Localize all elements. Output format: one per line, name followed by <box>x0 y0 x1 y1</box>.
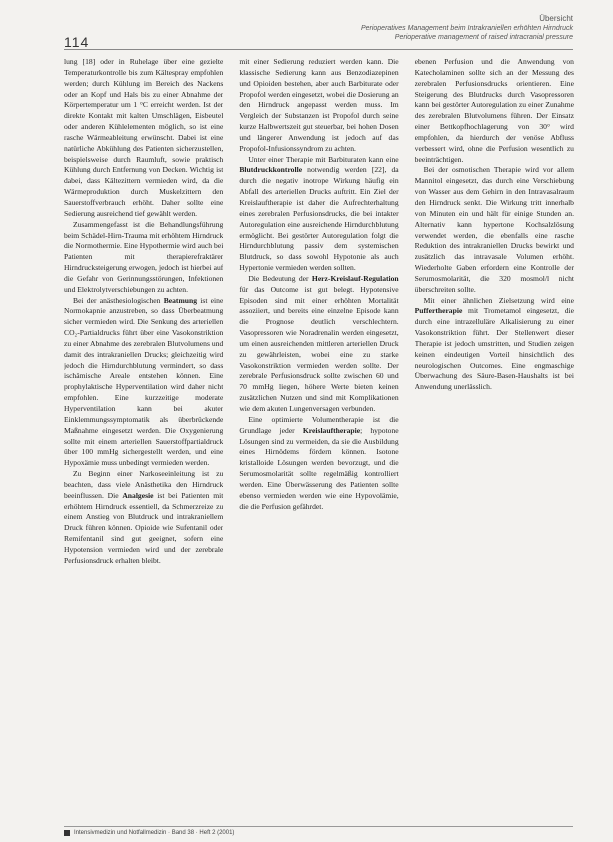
running-head-title-en: Perioperative management of raised intracranial pressure <box>394 34 573 41</box>
paragraph: Eine optimierte Volumentherapie ist die Grundlage jeder Kreislauftherapie; hypotone Lösungen sind zu vermeiden, da sie die Ausbildung eines Hirnödems fördern können. Isotone kristalloide Lösungen werden bevorzugt, und die Serumosmolarität sollte regelmäßig kontrolliert werden. Eine Überwässerung des Patienten sollte ebenso vermieden werden wie eine Hypovolämie, die die Perfusion gefährdet. <box>239 414 399 511</box>
paragraph: Unter einer Therapie mit Barbituraten kann eine Blutdruckkontrolle notwendig werden [22], da durch die negativ inotrope Wirkung häufig ein Abfall des arteriellen Drucks auftritt. Ein Ziel der Kreislauftherapie ist daher die Aufrechterhaltung eines zerebralen Perfusionsdrucks, die bei intakter Autoregulation eine ausreichende Hirndurchblutung ermöglicht. Bei gestörter Autoregulation folgt die Hirndurchblutung passiv dem systemischen Blutdruck, so dass sowohl Hypotonie als auch Hypertonie vermieden werden sollten. <box>239 154 399 273</box>
paragraph: ebenen Perfusion und die Anwendung von Katecholaminen sollte sich an der Messung des zerebralen Perfusionsdrucks orientieren. Eine Steigerung des Blutdrucks durch Vasopressoren kann bei gestörter Autoregulation zu einer Zunahme des zerebralen Blutvolumens führen. Der Einsatz einer Bettkopfhochlagerung von 30° wird empfohlen, da hierdurch der venöse Abfluss verbessert wird, ohne die Perfusion wesentlich zu beeinträchtigen. <box>414 57 574 164</box>
text-column-1 <box>64 57 223 823</box>
paragraph: Mit einer ähnlichen Zielsetzung wird eine Puffertherapie mit Trometamol eingesetzt, die durch eine intrazelluläre Alkalisierung zu einer Vasokonstriktion führt. Der Stellenwert dieser Therapie ist jedoch umstritten, und Studien zeigen keinen eindeutigen Vorteil hinsichtlich des neurologischen Outcomes. Eine engmaschige Überwachung des Säure-Basen-Haushalts ist bei Anwendung unerlässlich. <box>414 295 574 392</box>
page-number: 114 <box>64 34 90 50</box>
running-head-title-de: Perioperatives Management beim Intrakraniellen erhöhten Hirndruck <box>360 25 573 32</box>
running-head <box>273 14 573 42</box>
paragraph: Bei der osmotischen Therapie wird vor allem Mannitol eingesetzt, das durch eine Verschiebung von Wasser aus dem Gehirn in den Intravasalraum den Hirndruck senkt. Die Wirkung tritt innerhalb von Minuten ein und hält für einige Stunden an. Alternativ kann hypertone Kochsalzlösung verwendet werden, die ebenfalls eine rasche Reduktion des intrakraniellen Drucks bewirkt und zusätzlich das intravasale Volumen erhöht. Wiederholte Gaben erfordern eine Kontrolle der Serumosmolarität, die 320 mosmol/l nicht überschreiten sollte. <box>414 165 574 294</box>
text-column-2 <box>239 57 398 823</box>
paragraph: Bei der anästhesiologischen Beatmung ist eine Normokapnie anzustreben, so dass Überbeatmung sicher vermieden wird. Die Senkung des arteriellen CO₂-Partialdrucks führt über eine Vasokonstriktion zu einer Abnahme des zerebralen Blutvolumens und damit des intrakraniellen Drucks; gleichzeitig wird jedoch die Hirndurchblutung vermindert, so dass ischämische Areale entstehen können. Eine prophylaktische Hyperventilation wird daher nicht empfohlen. Eine kurzzeitige moderate Hyperventilation kann bei akuter Einklemmungssymptomatik als überbrückende Maßnahme eingesetzt werden. Die Oxygenierung sollte mit einem arteriellen Sauerstoffpartialdruck über 100 mmHg sichergestellt werden, und eine Hypoxämie muss unbedingt vermieden werden. <box>64 295 224 468</box>
paragraph: Zusammengefasst ist die Behandlungsführung beim Schädel-Hirn-Trauma mit erhöhtem Hirndruck die Normothermie. Eine Hypothermie wird auch bei Patienten mit therapierefraktärer Hirndrucksteigerung erwogen, jedoch ist hierbei auf die Gefahr von Gerinnungsstörungen, Infektionen und Elektrolytverschiebungen zu achten. <box>64 219 224 294</box>
header-rule <box>64 49 573 50</box>
footer-square-icon <box>64 830 70 836</box>
paragraph: mit einer Sedierung reduziert werden kann. Die klassische Sedierung kann aus Benzodiazepinen und Opioiden bestehen, aber auch Barbiturate oder Propofol werden eingesetzt, wobei die Dosierung an den Hirndruck angepasst werden muss. Im Vergleich der Substanzen ist Propofol durch seine kurze Halbwertszeit gut steuerbar, bei hohen Dosen und längerer Anwendung ist jedoch auf das Propofol-Infusionssyndrom zu achten. <box>239 57 399 153</box>
footer-rule <box>64 826 573 827</box>
footer-citation: Intensivmedizin und Notfallmedizin · Band 38 · Heft 2 (2001) <box>74 830 235 836</box>
paragraph: Die Bedeutung der Herz-Kreislauf-Regulation für das Outcome ist gut belegt. Hypotensive Episoden sind mit einer erhöhten Mortalität assoziiert, und bereits eine einzelne Episode kann die Prognose deutlich verschlechtern. Vasopressoren wie Noradrenalin werden eingesetzt, um einen ausreichenden mittleren arteriellen Druck zu gewährleisten, wobei eine zu starke Vasokonstriktion vermieden werden sollte. Der zerebrale Perfusionsdruck sollte zwischen 60 und 70 mmHg liegen, höhere Werte bieten keinen zusätzlichen Nutzen und sind mit Komplikationen wie dem akuten Lungenversagen verbunden. <box>239 273 399 413</box>
body-columns <box>64 57 574 823</box>
paragraph: lung [18] oder in Ruhelage über eine gezielte Temperaturkontrolle bis zum Kältespray empfohlen werden; durch Kühlung im Bereich des Nackens oder an Kopf und Hals bis zu einer Abnahme der Körpertemperatur um 1 °C erreicht werden. Ist der direkte Kontakt mit kalten Umschlägen, Eisbeutel oder anderen Kühlelementen möglich, so ist eine rasche Wärmeableitung erwünscht. Dabei ist eine natürliche Abkühlung des Patienten sicherzustellen, beispielsweise durch Raumluft, sowie praktisch Kühlung durch Entfernung von Decken. Wichtig ist dabei, dass Kältezittern vermieden wird, da die Wärmeproduktion durch Muskelzittern den Sauerstoffverbrauch erhöht. Daher sollte eine Sedierung ausreichend tief gewählt werden. <box>64 57 224 218</box>
paragraph: Zu Beginn einer Narkoseeinleitung ist zu beachten, dass viele Anästhetika den Hirndruck beeinflussen. Die Analgesie ist bei Patienten mit erhöhtem Hirndruck essentiell, da Schmerzreize zu einem Anstieg von Blutdruck und intrakraniellem Druck führen können. Opioide wie Sufentanil oder Remifentanil sind gut geeignet, sofern eine Hypotension vermieden wird und der zerebrale Perfusionsdruck erhalten bleibt. <box>64 469 224 565</box>
footer <box>64 830 234 836</box>
running-head-section: Übersicht <box>539 14 573 23</box>
text-column-3 <box>415 57 574 823</box>
